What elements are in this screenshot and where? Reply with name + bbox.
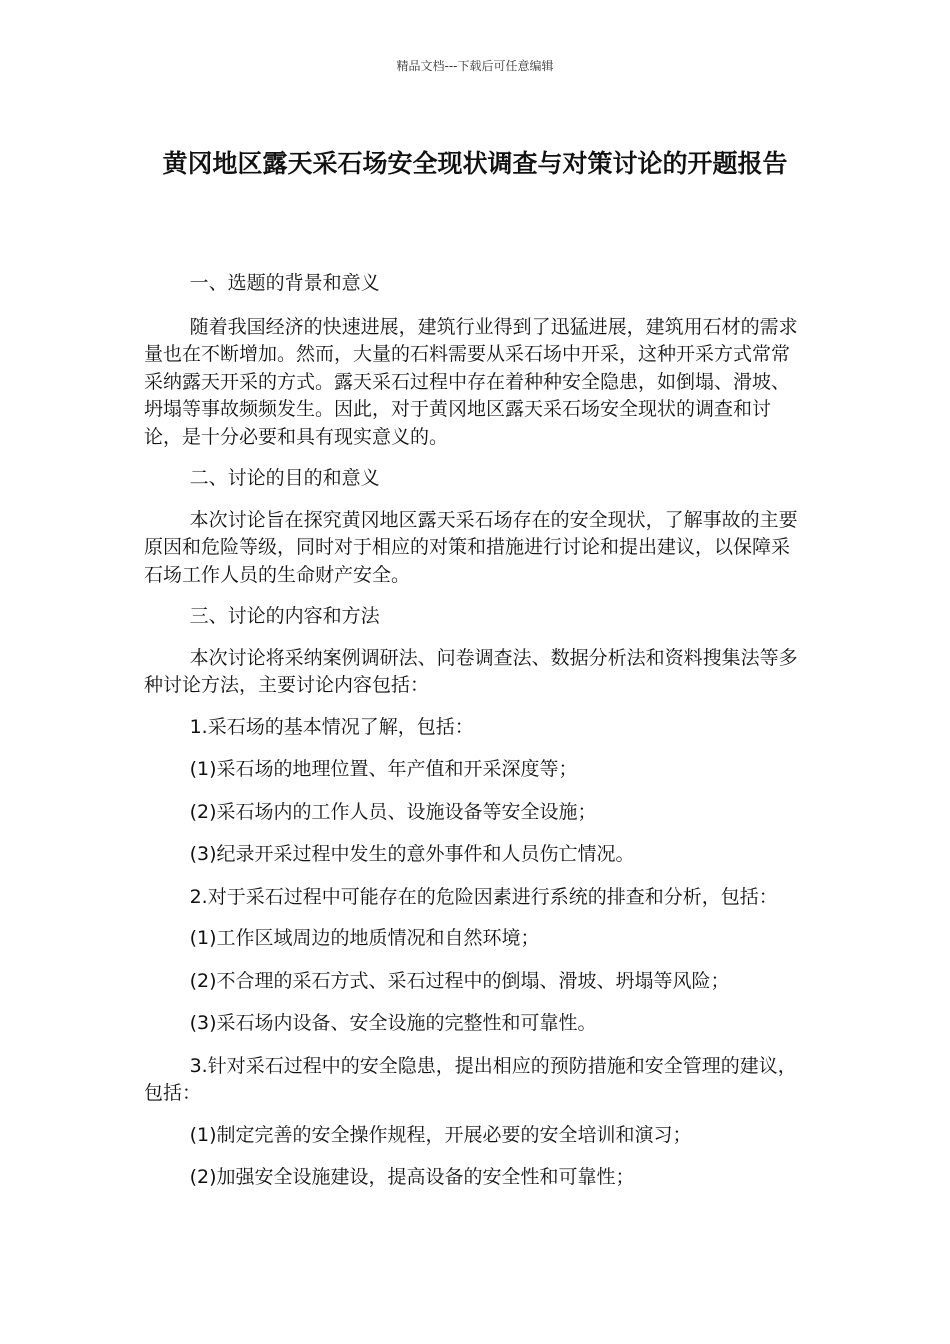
list-subitem-equipment: (3)采石场内设备、安全设施的完整性和可靠性。	[189, 1012, 597, 1034]
page-header: 精品文档---下载后可任意编辑	[396, 59, 554, 73]
list-subitem-regulations: (1)制定完善的安全操作规程，开展必要的安全培训和演习；	[189, 1123, 692, 1146]
paragraph-purpose: 本次讨论旨在探究黄冈地区露天采石场存在的安全现状，了解事故的主要原因和危险等级，同时对于相应的对策和措施进行讨论和提出建议，以保障采石场工作人员的生命财产安全。	[144, 508, 798, 586]
list-subitem-location: (1)采石场的地理位置、年产值和开采深度等；	[189, 758, 578, 780]
list-item-risk-analysis: 2.对于采石过程中可能存在的危险因素进行系统的排查和分析，包括：	[189, 885, 778, 908]
list-subitem-safety-facilities: (2)加强安全设施建设，提高设备的安全性和可靠性；	[189, 1166, 635, 1188]
section-heading-background: 一、选题的背景和意义	[189, 272, 380, 294]
section-heading-purpose: 二、讨论的目的和意义	[189, 467, 380, 489]
list-subitem-geology: (1)工作区域周边的地质情况和自然环境；	[189, 927, 540, 949]
section-heading-content-method: 三、讨论的内容和方法	[189, 605, 380, 627]
list-subitem-staff-facilities: (2)采石场内的工作人员、设施设备等安全设施；	[189, 800, 597, 823]
list-item-prevention: 3.针对采石过程中的安全隐患，提出相应的预防措施和安全管理的建议，包括：	[144, 1054, 797, 1104]
list-subitem-mining-risks: (2)不合理的采石方式、采石过程中的倒塌、滑坡、坍塌等风险；	[189, 969, 730, 992]
list-item-basic-info: 1.采石场的基本情况了解，包括：	[189, 715, 474, 738]
document-body	[144, 270, 798, 1207]
list-subitem-accidents: (3)纪录开采过程中发生的意外事件和人员伤亡情况。	[189, 843, 635, 865]
document-title: 黄冈地区露天采石场安全现状调查与对策讨论的开题报告	[162, 149, 788, 178]
paragraph-method: 本次讨论将采纳案例调研法、问卷调查法、数据分析法和资料搜集法等多种讨论方法，主要讨论内容包括：	[144, 646, 798, 696]
paragraph-background: 随着我国经济的快速进展，建筑行业得到了迅猛进展，建筑用石材的需求量也在不断增加。然而，大量的石料需要从采石场中开采，这种开采方式常常采纳露天开采的方式。露天采石过程中存在着种种安全隐患，如倒塌、滑坡、坍塌等事故频频发生。因此，对于黄冈地区露天采石场安全现状的调查和讨论，是十分必要和具有现实意义的。	[144, 315, 798, 448]
